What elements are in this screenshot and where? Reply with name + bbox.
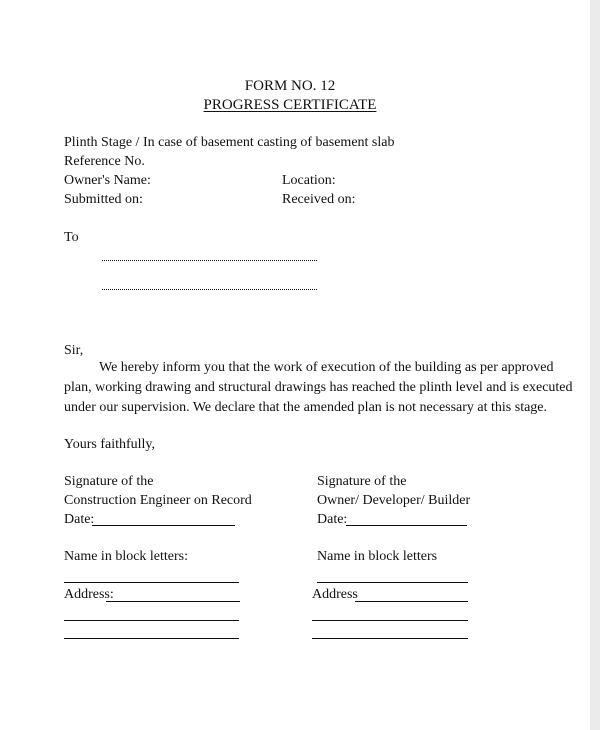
addressee-dotted-line-2 (102, 289, 317, 290)
location-label: Location: (282, 173, 336, 188)
addressee-dotted-line-1 (102, 260, 317, 261)
right-address-line-3 (312, 638, 468, 639)
right-date-line (346, 525, 467, 526)
form-title (0, 97, 580, 114)
left-name-label: Name in block letters: (64, 549, 189, 564)
left-name-line (64, 582, 239, 583)
closing: Yours faithfully, (64, 437, 156, 452)
reference-label: Reference No. (64, 154, 145, 169)
salutation: Sir, (64, 343, 84, 358)
form-number: FORM NO. 12 (244, 78, 336, 94)
right-name-line (317, 582, 468, 583)
right-address-line-1 (355, 601, 468, 602)
left-address-line-2 (64, 620, 239, 621)
body-line-1: We hereby inform you that the work of execution of the building as per approved (99, 360, 554, 375)
received-on-label: Received on: (282, 192, 356, 207)
to-label: To (64, 230, 79, 245)
right-signature-line-1: Signature of the (317, 474, 407, 489)
right-date-label: Date: (317, 512, 348, 527)
left-date-label: Date: (64, 512, 95, 527)
right-address-line-2 (312, 620, 468, 621)
right-address-label: Address (312, 587, 358, 602)
left-address-line-3 (64, 638, 239, 639)
body-line-2: plan, working drawing and structural drawings has reached the plinth level and is executed (64, 380, 573, 395)
stage-label: Plinth Stage / In case of basement casting of basement slab (64, 135, 395, 150)
left-address-line-1 (106, 601, 240, 602)
left-address-label: Address: (64, 587, 114, 602)
left-date-line (92, 525, 235, 526)
left-signature-line-2: Construction Engineer on Record (64, 493, 252, 508)
body-line-3: under our supervision. We declare that the amended plan is not necessary at this stage. (64, 400, 548, 415)
right-signature-line-2: Owner/ Developer/ Builder (317, 493, 471, 508)
owner-name-label: Owner's Name: (64, 173, 151, 188)
form-title-text: PROGRESS CERTIFICATE (203, 97, 377, 113)
right-name-label: Name in block letters (317, 549, 438, 564)
left-signature-line-1: Signature of the (64, 474, 154, 489)
submitted-on-label: Submitted on: (64, 192, 143, 207)
